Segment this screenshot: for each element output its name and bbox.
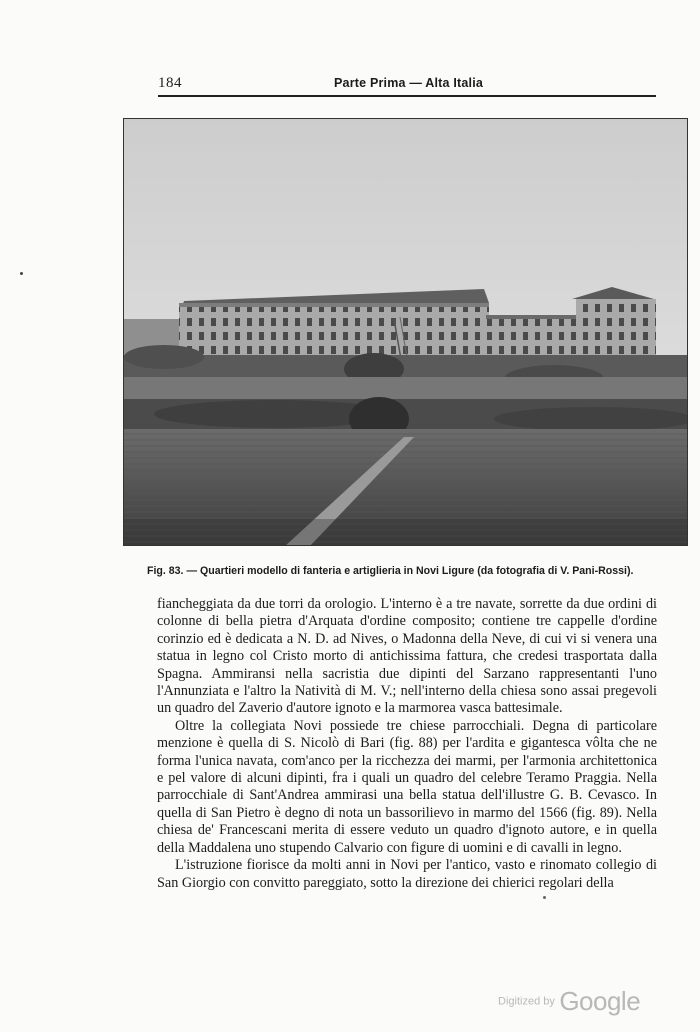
figure-caption-text: — Quartieri modello di fanteria e artiglieria in Novi Ligure (da fotografia di V. Pani-Rossi). [183,565,634,577]
digitization-watermark [498,986,640,1017]
barracks-photograph [123,118,688,546]
google-logo: Google [559,986,641,1016]
scan-speck [20,272,23,275]
header-rule [158,95,656,97]
running-title: Parte Prima — Alta Italia [334,76,484,90]
page-number: 184 [158,75,182,91]
page-header [158,75,656,97]
photo-illustration [124,119,688,546]
scan-speck [543,896,546,899]
figure-label: Fig. 83. [147,565,184,577]
paragraph: L'istruzione fiorisce da molti anni in Novi per l'antico, vasto e rinomato collegio di San Giorgio con convitto pareggiato, sotto la direzione dei chierici regolari della [157,857,657,891]
figure-caption [147,565,687,577]
body-text [157,596,657,892]
paragraph: fiancheggiata da due torri da orologio. L'interno è a tre navate, sorrette da due ordini di colonne di bella pietra d'Arquata d'ordine composito; contiene tre cappelle d'ordine corinzio ed è dedicata a N. D. ad Nives, o Madonna della Neve, di cui vi si venera una statua in legno col Cristo morto di antichissima fattura, che credesi trasportata dalla Spagna. Ammiransi nella sacristia due dipinti del Sarzano rappresentanti l'uno l'Annunziata e l'altro la Natività di M. V.; nell'interno della chiesa sono assai pregevoli un quadro del Zaverio d'autore ignoto e la marmorea vasca battesimale. [157,596,657,717]
paragraph: Oltre la collegiata Novi possiede tre chiese parrocchiali. Degna di particolare menzione è quella di S. Nicolò di Bari (fig. 88) per l'ardita e gigantesca vôlta che ne forma l'unica navata, com'anco per la ricchezza dei marmi, per l'armonia architettonica e pel valore di alcuni dipinti, fra i quali un quadro del celebre Teramo Praggia. Nella parrocchiale di Sant'Andrea ammirasi una bella statua dell'illustre G. B. Cevasco. In quella di San Pietro è degno di nota un bassorilievo in marmo del 1566 (fig. 89). Nella chiesa de' Francescani merita di essere veduto un quadro d'ignoto autore, e in quella della Maddalena uno stupendo Calvario con figure di uomini e di cavalli in legno. [157,717,657,856]
watermark-prefix: Digitized by [498,995,555,1008]
